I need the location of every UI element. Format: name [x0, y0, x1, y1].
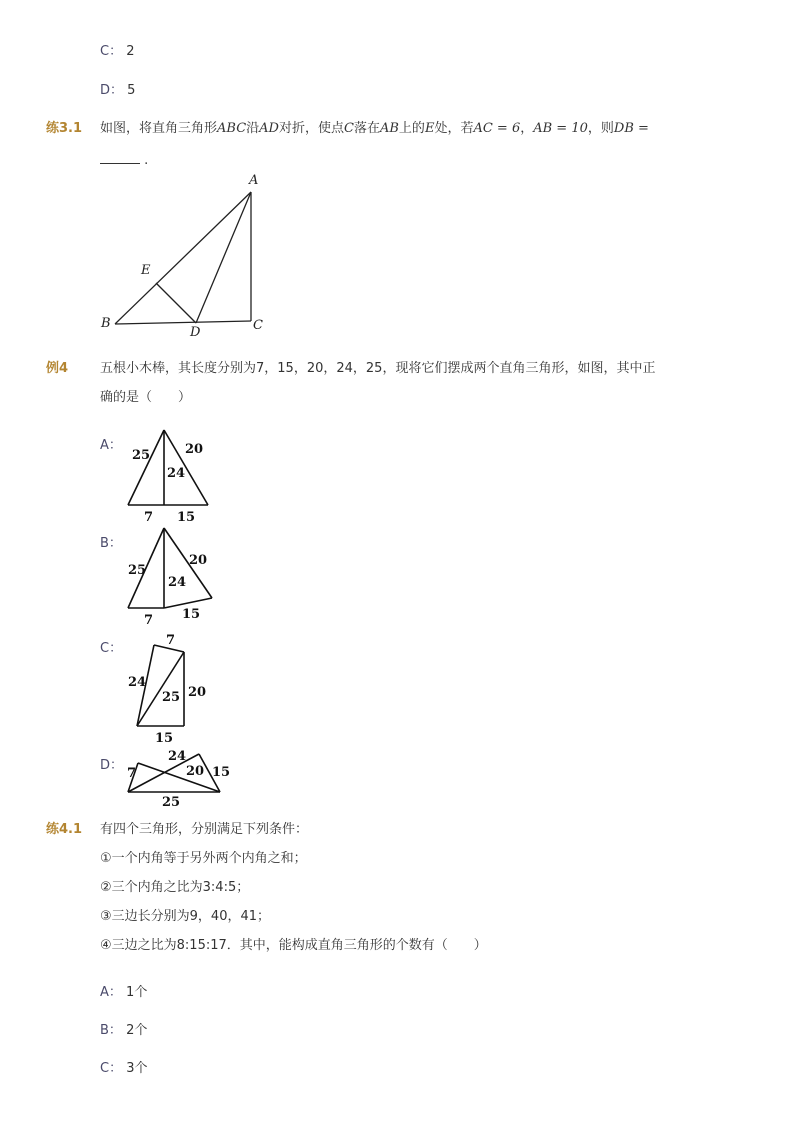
option-c-figure	[120, 628, 220, 746]
label-15: 15	[155, 731, 174, 746]
option-c-letter: C：	[100, 641, 123, 656]
label-7: 7	[144, 613, 154, 628]
example-label-4: 例4	[46, 361, 69, 376]
exercise-4-1-intro: 有四个三角形，分别满足下列条件：	[100, 822, 309, 837]
option-d-prev	[100, 81, 135, 101]
label-7: 7	[144, 510, 154, 525]
option-d-letter: D：	[100, 758, 124, 773]
label-25: 25	[128, 563, 147, 578]
condition-3: ③三边长分别为9，40，41；	[100, 909, 271, 924]
exercise-label-4-1: 练4.1	[46, 822, 83, 837]
condition-1: ①一个内角等于另外两个内角之和；	[100, 851, 307, 866]
label-25: 25	[162, 690, 181, 705]
label-20: 20	[185, 442, 204, 457]
label-25: 25	[132, 448, 151, 463]
point-label-a: A	[249, 173, 259, 188]
segment-bc	[115, 321, 251, 324]
example-4-question-line2: 确的是（ ）	[100, 390, 192, 405]
option-c: C： 3个	[100, 1061, 148, 1076]
option-b-letter: B：	[100, 536, 122, 551]
label-24: 24	[128, 675, 147, 690]
option-letter: C：	[100, 44, 123, 59]
point-label-b: B	[101, 316, 111, 331]
label-15: 15	[177, 510, 196, 525]
answer-blank-line: .	[100, 151, 148, 171]
condition-4: ④三边之比为8:15:17．其中，能构成直角三角形的个数有（ ）	[100, 938, 487, 953]
option-b-figure	[120, 522, 230, 632]
option-a-figure	[120, 425, 230, 525]
label-20: 20	[189, 553, 208, 568]
option-letter: D：	[100, 83, 124, 98]
point-label-c: C	[253, 318, 263, 333]
option-d-figure	[120, 746, 240, 811]
label-20: 20	[186, 764, 205, 779]
option-c-prev	[100, 42, 135, 62]
option-b: B： 2个	[100, 1023, 148, 1038]
label-20: 20	[188, 685, 207, 700]
segment-ba	[115, 192, 251, 324]
option-text: 5	[127, 83, 136, 98]
label-15: 15	[182, 607, 201, 622]
example-4-question-line1: 五根小木棒，其长度分别为7，15，20，24，25，现将它们摆成两个直角三角形，如图，其中正	[100, 361, 656, 376]
label-24: 24	[168, 749, 187, 764]
label-7: 7	[127, 766, 137, 781]
option-a-letter: A：	[100, 438, 122, 453]
exercise-label-3-1: 练3.1	[46, 121, 83, 136]
segment-ed	[156, 283, 196, 323]
option-a: A： 1个	[100, 985, 148, 1000]
label-25: 25	[162, 795, 181, 810]
triangle-fold-figure	[95, 170, 275, 340]
exercise-3-1-question: 如图，将直角三角形ABC沿AD对折，使点C落在AB上的E处，若AC = 6，AB = 10，则DB =	[100, 121, 649, 136]
segment-ad	[196, 192, 251, 323]
point-label-e: E	[141, 263, 151, 278]
option-text: 2	[126, 44, 135, 59]
label-7: 7	[166, 633, 176, 648]
label-24: 24	[167, 466, 186, 481]
label-15: 15	[212, 765, 231, 780]
answer-blank	[100, 151, 140, 164]
condition-2: ②三个内角之比为3:4:5；	[100, 880, 250, 895]
label-24: 24	[168, 575, 187, 590]
point-label-d: D	[190, 325, 201, 340]
